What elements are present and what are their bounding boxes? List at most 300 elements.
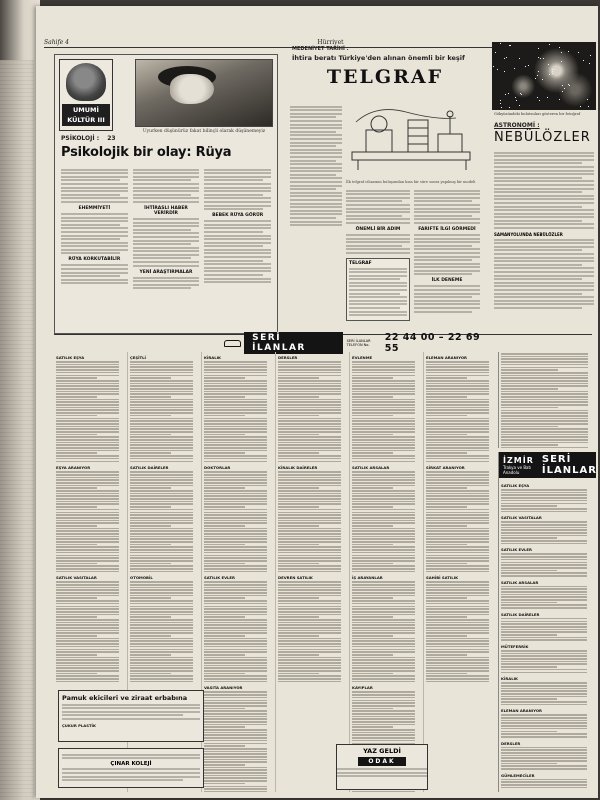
text-line bbox=[352, 665, 415, 667]
text-line bbox=[426, 673, 467, 675]
portrait-icon bbox=[66, 63, 106, 101]
text-line bbox=[352, 401, 415, 403]
text-line bbox=[204, 503, 267, 505]
text-line bbox=[494, 267, 594, 269]
text-line bbox=[426, 450, 489, 452]
text-line bbox=[494, 300, 594, 302]
text-line bbox=[130, 377, 171, 379]
text-line bbox=[204, 474, 267, 476]
text-line bbox=[130, 565, 193, 567]
paper-name: Hürriyet bbox=[317, 39, 344, 46]
text-line bbox=[56, 597, 97, 599]
text-line bbox=[133, 183, 200, 185]
text-line bbox=[130, 404, 193, 406]
text-line bbox=[56, 428, 119, 430]
text-line bbox=[130, 544, 171, 546]
text-line bbox=[278, 512, 341, 514]
text-line bbox=[278, 479, 341, 481]
text-line bbox=[278, 568, 341, 570]
text-line bbox=[349, 285, 407, 287]
text-line bbox=[426, 589, 489, 591]
text-line bbox=[501, 503, 587, 505]
text-line bbox=[62, 772, 200, 774]
text-line bbox=[56, 546, 119, 548]
text-line bbox=[346, 248, 410, 250]
text-line bbox=[204, 176, 271, 178]
text-line bbox=[61, 242, 128, 244]
classified-section-heading: KAYIPLAR bbox=[352, 685, 373, 691]
text-line bbox=[133, 197, 200, 199]
text-line bbox=[204, 581, 267, 583]
text-line bbox=[501, 663, 587, 665]
star-dot bbox=[578, 52, 579, 53]
classifieds-title-text: SERİ İLANLAR bbox=[252, 333, 306, 353]
text-line bbox=[352, 646, 415, 648]
izmir-body bbox=[499, 478, 596, 790]
text-line bbox=[56, 603, 119, 605]
text-line bbox=[204, 769, 267, 771]
text-line bbox=[426, 396, 467, 398]
text-line bbox=[426, 587, 489, 589]
text-line bbox=[426, 407, 489, 409]
text-line bbox=[204, 487, 245, 489]
text-line bbox=[278, 404, 341, 406]
text-line bbox=[278, 380, 341, 382]
text-line bbox=[133, 232, 200, 234]
classified-col-5 bbox=[349, 352, 420, 792]
text-line bbox=[352, 520, 415, 522]
text-line bbox=[501, 396, 588, 398]
text-line bbox=[130, 396, 171, 398]
text-line bbox=[501, 399, 588, 401]
text-line bbox=[56, 608, 119, 610]
text-line bbox=[133, 218, 200, 220]
text-line bbox=[56, 477, 119, 479]
text-line bbox=[501, 666, 557, 668]
text-line bbox=[56, 587, 119, 589]
nebula-photo bbox=[492, 42, 596, 110]
star-dot bbox=[497, 69, 498, 70]
text-line bbox=[204, 716, 267, 718]
text-line bbox=[414, 259, 472, 261]
text-line bbox=[501, 639, 587, 641]
text-line bbox=[494, 285, 594, 287]
text-line bbox=[346, 197, 410, 199]
text-line bbox=[56, 452, 97, 454]
star-dot bbox=[564, 88, 565, 89]
text-line bbox=[278, 517, 341, 519]
text-line bbox=[204, 245, 263, 247]
text-line bbox=[426, 385, 489, 387]
star-dot bbox=[587, 99, 588, 100]
text-line bbox=[501, 658, 587, 660]
star-dot bbox=[538, 71, 539, 72]
text-line bbox=[352, 426, 415, 428]
text-line bbox=[352, 702, 415, 704]
feature-article-ruya bbox=[54, 54, 278, 334]
text-line bbox=[278, 587, 341, 589]
text-line bbox=[426, 552, 489, 554]
text-line bbox=[426, 681, 489, 683]
text-line bbox=[426, 401, 489, 403]
text-line bbox=[352, 606, 415, 608]
text-line bbox=[204, 673, 245, 675]
text-line bbox=[414, 193, 480, 195]
text-line bbox=[426, 622, 489, 624]
text-line bbox=[130, 420, 193, 422]
text-line bbox=[130, 444, 193, 446]
text-line bbox=[426, 444, 489, 446]
text-line bbox=[61, 249, 128, 251]
text-line bbox=[501, 714, 587, 716]
text-line bbox=[352, 431, 415, 433]
text-line bbox=[204, 667, 267, 669]
text-line bbox=[278, 649, 341, 651]
text-line bbox=[494, 307, 582, 309]
text-line bbox=[62, 718, 200, 720]
text-line bbox=[204, 538, 267, 540]
telgraf-right-b bbox=[414, 285, 480, 312]
text-line bbox=[204, 179, 263, 181]
text-line bbox=[56, 627, 119, 629]
text-line bbox=[130, 485, 193, 487]
text-line bbox=[130, 388, 193, 390]
text-line bbox=[352, 622, 415, 624]
star-dot bbox=[528, 65, 529, 66]
feature-col-2 bbox=[133, 167, 200, 327]
text-line bbox=[352, 471, 415, 473]
text-line bbox=[414, 234, 480, 236]
text-line bbox=[349, 275, 407, 277]
text-line bbox=[426, 501, 489, 503]
text-line bbox=[56, 536, 119, 538]
text-line bbox=[56, 474, 119, 476]
pamuk-ad bbox=[58, 690, 204, 742]
text-line bbox=[61, 245, 128, 247]
star-dot bbox=[589, 63, 590, 64]
text-line bbox=[501, 588, 587, 590]
text-line bbox=[426, 458, 489, 460]
text-line bbox=[426, 493, 489, 495]
text-line bbox=[501, 404, 588, 406]
text-line bbox=[204, 713, 267, 715]
text-line bbox=[204, 205, 271, 207]
text-line bbox=[352, 724, 415, 726]
text-line bbox=[278, 436, 341, 438]
star-dot bbox=[525, 66, 526, 67]
izmir-section-heading: ELEMAN ARANIYOR bbox=[501, 708, 542, 714]
text-line bbox=[130, 638, 193, 640]
text-line bbox=[204, 442, 267, 444]
text-line bbox=[130, 581, 193, 583]
text-line bbox=[352, 514, 415, 516]
text-line bbox=[130, 681, 193, 683]
text-line bbox=[56, 670, 119, 672]
text-line bbox=[204, 759, 267, 761]
text-line bbox=[278, 401, 341, 403]
text-line bbox=[337, 775, 427, 777]
text-line bbox=[204, 662, 267, 664]
text-line bbox=[501, 682, 587, 684]
text-line bbox=[426, 514, 489, 516]
text-line bbox=[130, 512, 193, 514]
text-line bbox=[290, 142, 342, 144]
text-line bbox=[61, 217, 128, 219]
text-line bbox=[278, 391, 341, 393]
text-line bbox=[204, 428, 267, 430]
culture-badge-label bbox=[62, 104, 110, 126]
text-line bbox=[56, 396, 97, 398]
text-line bbox=[278, 630, 341, 632]
text-line bbox=[352, 716, 415, 718]
badge-line-2: KÜLTÜR III bbox=[67, 116, 105, 124]
telgraf-title: TELGRAF bbox=[326, 66, 444, 88]
text-line bbox=[204, 726, 245, 728]
text-line bbox=[130, 649, 193, 651]
classified-section-heading: ELEMAN ARANIYOR bbox=[426, 355, 467, 360]
text-line bbox=[130, 415, 171, 417]
star-dot bbox=[552, 71, 553, 72]
text-line bbox=[130, 555, 193, 557]
text-line bbox=[501, 532, 587, 534]
text-line bbox=[133, 240, 200, 242]
pamuk-ad-title: Pamuk ekicileri ve ziraat erbabına bbox=[62, 694, 188, 702]
text-line bbox=[56, 493, 119, 495]
text-line bbox=[426, 409, 489, 411]
text-line bbox=[278, 549, 341, 551]
photo-face bbox=[170, 74, 214, 104]
text-line bbox=[494, 155, 594, 157]
text-line bbox=[278, 490, 341, 492]
text-line bbox=[278, 396, 319, 398]
text-line bbox=[501, 572, 587, 574]
text-line bbox=[130, 442, 193, 444]
classified-section-heading: SATILIK EVLER bbox=[204, 575, 235, 581]
text-line bbox=[278, 662, 341, 664]
text-line bbox=[346, 241, 410, 243]
text-line bbox=[56, 560, 119, 562]
text-line bbox=[414, 303, 480, 305]
text-line bbox=[204, 702, 267, 704]
text-line bbox=[352, 627, 415, 629]
text-line bbox=[204, 490, 267, 492]
text-line bbox=[56, 552, 119, 554]
text-line bbox=[352, 546, 415, 548]
text-line bbox=[346, 193, 410, 195]
text-line bbox=[352, 522, 415, 524]
star-dot bbox=[588, 106, 589, 107]
text-line bbox=[501, 604, 587, 606]
text-line bbox=[426, 536, 489, 538]
text-line bbox=[278, 461, 341, 463]
text-line bbox=[130, 624, 193, 626]
classified-section-heading: SATILIK VASITALAR bbox=[56, 575, 97, 581]
text-line bbox=[290, 221, 342, 223]
text-line bbox=[426, 614, 489, 616]
star-dot bbox=[493, 66, 494, 67]
izmir-title: SERİ İLANLAR bbox=[541, 454, 597, 476]
text-line bbox=[204, 361, 267, 363]
text-line bbox=[130, 549, 193, 551]
text-line bbox=[133, 254, 200, 256]
text-line bbox=[278, 520, 341, 522]
text-line bbox=[426, 635, 467, 637]
text-line bbox=[204, 506, 245, 508]
text-line bbox=[426, 530, 489, 532]
text-line bbox=[130, 520, 193, 522]
text-line bbox=[494, 191, 582, 193]
text-line bbox=[204, 743, 267, 745]
text-line bbox=[352, 600, 415, 602]
text-line bbox=[204, 528, 267, 530]
text-line bbox=[130, 418, 193, 420]
text-line bbox=[204, 734, 267, 736]
text-line bbox=[426, 428, 489, 430]
star-dot bbox=[514, 68, 515, 69]
text-line bbox=[352, 412, 415, 414]
text-line bbox=[133, 187, 200, 189]
text-line bbox=[501, 618, 587, 620]
text-line bbox=[204, 458, 267, 460]
text-line bbox=[204, 407, 267, 409]
telgraf-article bbox=[284, 42, 486, 332]
text-line bbox=[204, 183, 271, 185]
text-line bbox=[278, 487, 319, 489]
text-line bbox=[426, 388, 489, 390]
text-line bbox=[204, 479, 267, 481]
newspaper-page bbox=[36, 6, 598, 798]
text-line bbox=[278, 592, 341, 594]
text-line bbox=[204, 249, 271, 251]
text-line bbox=[204, 263, 271, 265]
text-line bbox=[501, 661, 587, 663]
text-line bbox=[204, 665, 267, 667]
text-line bbox=[278, 665, 341, 667]
text-line bbox=[426, 665, 489, 667]
text-line bbox=[204, 420, 267, 422]
text-line bbox=[204, 509, 267, 511]
text-line bbox=[352, 506, 393, 508]
text-line bbox=[501, 423, 588, 425]
star-dot bbox=[583, 60, 584, 61]
text-line bbox=[130, 600, 193, 602]
feature-kicker bbox=[61, 135, 116, 142]
text-line bbox=[61, 224, 120, 226]
text-line bbox=[204, 710, 267, 712]
text-line bbox=[426, 557, 489, 559]
sleeping-woman-photo bbox=[135, 59, 273, 127]
text-line bbox=[56, 549, 119, 551]
izmir-section-heading: DERSLER bbox=[501, 740, 521, 746]
text-line bbox=[352, 721, 415, 723]
izmir-region: Trakya ve Batı Anadolu bbox=[503, 464, 532, 475]
text-line bbox=[62, 768, 200, 770]
text-line bbox=[352, 452, 393, 454]
text-line bbox=[204, 721, 267, 723]
text-line bbox=[56, 442, 119, 444]
text-line bbox=[501, 779, 587, 781]
text-line bbox=[204, 477, 267, 479]
text-line bbox=[130, 646, 193, 648]
text-line bbox=[56, 380, 119, 382]
text-line bbox=[56, 482, 119, 484]
text-line bbox=[204, 753, 267, 755]
text-line bbox=[426, 482, 489, 484]
text-line bbox=[130, 657, 193, 659]
text-line bbox=[204, 447, 267, 449]
text-line bbox=[61, 172, 128, 174]
text-line bbox=[130, 592, 193, 594]
telgraf-box bbox=[346, 258, 410, 321]
text-line bbox=[56, 624, 119, 626]
text-line bbox=[501, 393, 588, 395]
text-line bbox=[130, 522, 193, 524]
text-line bbox=[501, 685, 587, 687]
text-line bbox=[204, 761, 267, 763]
text-line bbox=[346, 208, 410, 210]
text-line bbox=[501, 725, 587, 727]
classified-section-heading: İŞ ARAYANLAR bbox=[352, 575, 383, 581]
text-line bbox=[352, 737, 415, 739]
text-line bbox=[426, 455, 489, 457]
text-line bbox=[501, 698, 557, 700]
text-line bbox=[426, 366, 489, 368]
text-line bbox=[56, 640, 119, 642]
text-line bbox=[130, 611, 193, 613]
text-line bbox=[352, 380, 415, 382]
text-line bbox=[204, 431, 267, 433]
text-line bbox=[352, 614, 415, 616]
text-line bbox=[56, 646, 119, 648]
text-line bbox=[204, 471, 267, 473]
text-line bbox=[352, 713, 415, 715]
star-dot bbox=[539, 100, 540, 101]
text-line bbox=[61, 187, 128, 189]
text-line bbox=[56, 455, 119, 457]
telgraf-sub-ilk: İLK DENEME bbox=[431, 278, 463, 284]
text-line bbox=[501, 696, 587, 698]
star-dot bbox=[554, 69, 555, 70]
text-line bbox=[204, 450, 267, 452]
text-line bbox=[426, 477, 489, 479]
text-line bbox=[501, 653, 587, 655]
telgraf-sub-onemli: ÖNEMLİ BİR ADIM bbox=[355, 226, 401, 232]
text-line bbox=[426, 393, 489, 395]
star-dot bbox=[521, 94, 522, 95]
text-line bbox=[130, 619, 193, 621]
text-line bbox=[352, 740, 415, 742]
text-line bbox=[290, 195, 342, 197]
text-line bbox=[426, 675, 489, 677]
star-dot bbox=[537, 97, 538, 98]
text-line bbox=[130, 614, 193, 616]
star-dot bbox=[504, 58, 505, 59]
star-dot bbox=[509, 107, 510, 108]
text-line bbox=[130, 662, 193, 664]
text-line bbox=[204, 772, 267, 774]
text-line bbox=[278, 581, 341, 583]
text-line bbox=[130, 643, 193, 645]
text-line bbox=[278, 563, 319, 565]
text-line bbox=[494, 278, 582, 280]
classified-section-heading: EŞYA ARANIYOR bbox=[56, 465, 91, 471]
text-line bbox=[426, 412, 489, 414]
text-line bbox=[130, 536, 193, 538]
text-line bbox=[501, 731, 557, 733]
text-line bbox=[61, 227, 128, 229]
text-line bbox=[501, 444, 558, 446]
text-line bbox=[204, 643, 267, 645]
